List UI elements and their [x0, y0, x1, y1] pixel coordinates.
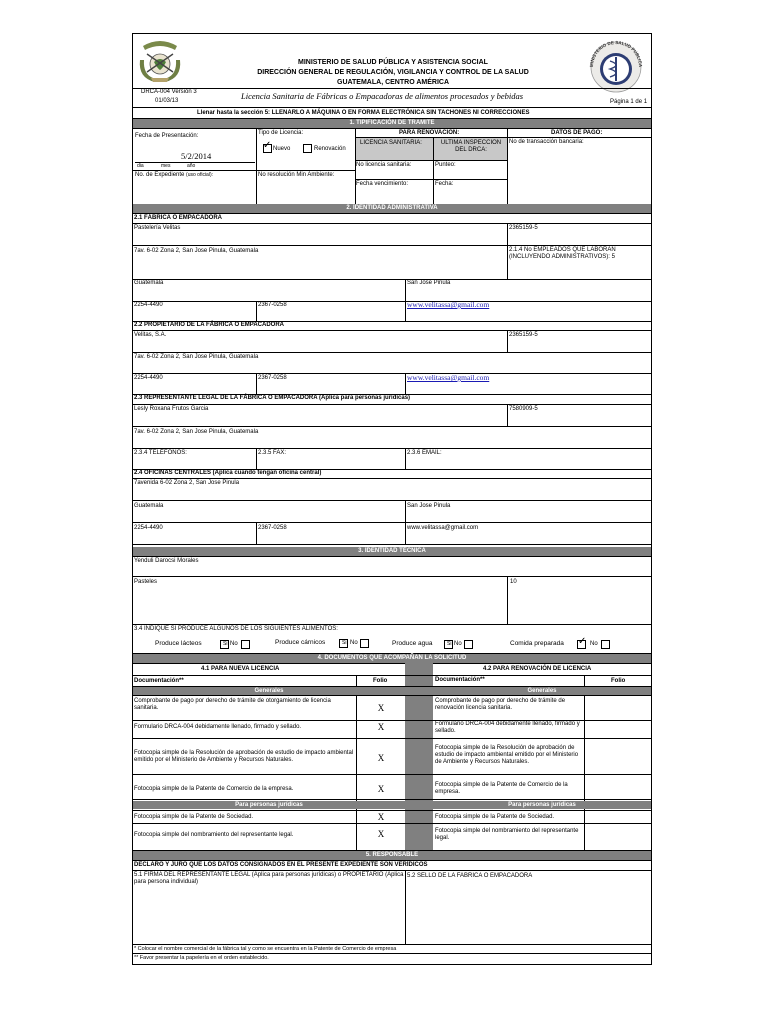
- sanitary-license-label: LICENCIA SANITARIA:: [360, 140, 422, 146]
- s22-fax[interactable]: 2367-0258: [258, 375, 287, 381]
- right-doc-row: Formulario DRCA-004 debidamente llenado, firmado y sellado.: [435, 721, 580, 735]
- s24-email[interactable]: www.velitassa@gmail.com: [407, 525, 479, 531]
- renovacion-checkbox[interactable]: [303, 144, 312, 153]
- signature-label: 5.1 FIRMA DEL REPRESENTANTE LEGAL (Aplica para personas jurídicas) o PROPIETARIO (Aplica para persona individual): [134, 872, 404, 886]
- renewal-license-title: 4.2 PARA RENOVACIÓN DE LICENCIA: [483, 666, 592, 672]
- expediente-label: [135, 172, 213, 179]
- s22-owner-name[interactable]: Velitas, S.A.: [134, 332, 167, 338]
- environment-resolution-label: No resolución Min Ambiente:: [258, 172, 335, 178]
- expiration-date-label: Fecha vencimiento:: [356, 181, 409, 187]
- meat-no-label: No: [350, 640, 358, 646]
- s23-title: 2.3 REPRESENTANTE LEGAL DE LA FÁBRICA O EMPACADORA (Aplica para personas jurídicas): [134, 395, 411, 401]
- s24-title: 2.4 OFICINAS CENTRALES (Aplica cuando tengan oficina central): [134, 470, 322, 476]
- section3-title: 3. IDENTIDAD TÉCNICA: [133, 547, 651, 556]
- footnote-1: * Colocar el nombre comercial de la fábrica tal y como se encuentra en la Patente de Comercio de empresa: [134, 946, 397, 952]
- expediente-label-text: No. de Expediente: [135, 172, 185, 178]
- presentation-date-value[interactable]: 5/2/2014: [181, 151, 212, 161]
- new-license-title: 4.1 PARA NUEVA LICENCIA: [201, 666, 280, 672]
- presentation-date-label: Fecha de Presentación:: [135, 133, 199, 139]
- s21-email-link[interactable]: www.velitassa@gmail.com: [407, 300, 490, 309]
- left-folio-mark: X: [377, 784, 385, 794]
- water-label: Produce agua: [392, 640, 433, 647]
- s23-address[interactable]: 7av. 6-02 Zona 2, San Jose Pinula, Guatemala: [134, 429, 259, 435]
- section2-title: 2. IDENTIDAD ADMINISTRATIVA: [133, 204, 651, 213]
- left-juridicas-header: Para personas jurídicas: [133, 801, 405, 809]
- direction-name: DIRECCIÓN GENERAL DE REGULACIÓN, VIGILANCIA Y CONTROL DE LA SALUD: [257, 69, 529, 76]
- right-folio-header: Folio: [611, 678, 626, 684]
- dairy-si-label: Si: [223, 641, 228, 647]
- right-generales-header: Generales: [433, 687, 651, 695]
- form-title: Licencia Sanitaria de Fábricas o Empacadoras de alimentos procesados y bebidas: [241, 91, 524, 101]
- technical-responsible[interactable]: Yenduli Darocsi Morales: [134, 558, 199, 564]
- last-inspection-label: ULTIMA INSPECCION DEL DRCA:: [440, 140, 502, 154]
- right-doc-row: Fotocopia simple de la Resolución de aprobación de estudio de impacto ambiental emitido por el Ministerio de Ambiente y Recursos Naturales.: [435, 745, 579, 766]
- nuevo-checkmark-icon: ✓: [263, 140, 272, 151]
- products-field[interactable]: Pasteles: [134, 579, 158, 585]
- renewal-header: PARA RENOVACIÓN:: [399, 130, 460, 136]
- section5-title: 5. RESPONSABLE: [133, 851, 651, 860]
- s21-title: 2.1 FÁBRICA O EMPACADORA: [134, 215, 223, 221]
- food-question-label: 3.4 INDIQUE SI PRODUCE ALGUNOS DE LOS SIGUIENTES ALIMENTOS:: [134, 626, 338, 632]
- left-doc-row: Fotocopia simple de la Patente de Comercio de la empresa.: [134, 786, 294, 792]
- declaration-text: DECLARO Y JURO QUE LOS DATOS CONSIGNADOS EN EL PRESENTE EXPEDIENTE SON VERÍDICOS: [134, 862, 428, 868]
- s22-email-link[interactable]: www.velitassa@gmail.com: [407, 373, 490, 382]
- payment-header: DATOS DE PAGO:: [551, 130, 603, 136]
- section1-title: 1. TIPIFICACIÓN DE TRAMITE: [133, 119, 651, 128]
- left-folio-mark: X: [377, 722, 385, 732]
- water-no-label: No: [454, 641, 462, 647]
- s23-nit[interactable]: 7580909-5: [509, 406, 538, 412]
- expediente-label-note: (uso oficial):: [186, 172, 213, 178]
- s21-address[interactable]: 7av. 6-02 Zona 2, San Jose Pinula, Guatemala: [134, 248, 259, 254]
- license-number-label: No licencia sanitaria:: [356, 162, 412, 168]
- s21-employees[interactable]: 2.1.4 No EMPLEADOS QUE LABORAN (INCLUYENDO ADMINISTRATIVOS): 5: [509, 247, 616, 261]
- inspection-date-label: Fecha:: [435, 181, 454, 187]
- s23-email-label: 2.3.6 EMAIL:: [407, 450, 442, 456]
- dairy-no-checkbox[interactable]: [241, 640, 250, 649]
- dairy-label: Produce lácteos: [155, 640, 202, 647]
- page-number: Página 1 de 1: [610, 99, 648, 105]
- left-doc-row: Fotocopia simple de la Patente de Sociedad.: [134, 814, 254, 820]
- s21-fax[interactable]: 2367-0258: [258, 302, 287, 308]
- prepared-food-label: Comida preparada: [510, 640, 564, 647]
- s24-municipality[interactable]: San Jose Pinula: [407, 503, 451, 509]
- products-quantity[interactable]: 10: [510, 579, 517, 585]
- instruction-text: Llenar hasta la sección 5: LLENARLO A MÁQUINA O EN FORMA ELECTRÓNICA SIN TACHONES NI CORRECCIONES: [197, 109, 530, 116]
- s22-address[interactable]: 7av. 6-02 Zona 2, San Jose Pinula, Guatemala: [134, 354, 259, 360]
- left-folio-mark: X: [377, 703, 385, 713]
- s22-title: 2.2 PROPIETARIO DE LA FÁBRICA O EMPACADORA: [134, 322, 285, 328]
- renovacion-label: Renovación: [314, 146, 346, 152]
- left-folio-mark: X: [377, 812, 385, 822]
- seal-lettering: MINISTERIO DE SALUD PUBLICA: [588, 39, 644, 68]
- left-generales-header: Generales: [133, 687, 405, 695]
- left-folio-mark: X: [377, 829, 385, 839]
- s21-phone[interactable]: 2254-4490: [134, 302, 163, 308]
- right-juridicas-header: Para personas jurídicas: [433, 801, 651, 809]
- left-doc-row: Fotocopia simple de la Resolución de aprobación de estudio de impacto ambiental emitido por el Ministerio de Ambiente y Recursos Naturales.: [134, 750, 354, 764]
- dairy-no-label: No: [230, 641, 238, 647]
- s23-fax-label: 2.3.5 FAX:: [258, 450, 287, 456]
- left-folio-header: Folio: [373, 678, 388, 684]
- water-no-checkbox[interactable]: [464, 640, 473, 649]
- s21-municipality[interactable]: San Jose Pinula: [407, 280, 451, 286]
- s21-nit[interactable]: 2365159-5: [509, 225, 538, 231]
- ministry-seal-icon: [585, 37, 647, 93]
- date-part-month: mes: [161, 163, 171, 169]
- right-doc-row: Fotocopia simple de la Patente de Comercio de la empresa.: [435, 782, 568, 796]
- footnote-2: ** Favor presentar la papelería en el orden establecido.: [134, 955, 269, 961]
- prepared-no-checkbox[interactable]: [601, 640, 610, 649]
- nuevo-label: Nuevo: [273, 146, 291, 152]
- s24-department[interactable]: Guatemala: [134, 503, 164, 509]
- right-doc-row: Fotocopia simple de la Patente de Sociedad.: [435, 814, 555, 820]
- right-doc-row: Comprobante de pago por derecho de trámite de renovación licencia sanitaria.: [435, 698, 566, 712]
- s21-factory-name[interactable]: Pastelería Velitas: [134, 225, 181, 231]
- right-doc-row: Fotocopia simple del nombramiento del representante legal.: [435, 828, 579, 842]
- left-folio-mark: X: [377, 753, 385, 763]
- section4-title: 4. DOCUMENTOS QUE ACOMPAÑAN LA SOLICITUD: [133, 654, 651, 663]
- date-part-year: año: [187, 163, 196, 169]
- form-code: DRCA-004 Versión 3: [141, 89, 197, 95]
- prepared-no-label: No: [590, 641, 598, 647]
- s22-nit[interactable]: 2365159-5: [509, 332, 538, 338]
- ministry-name: MINISTERIO DE SALUD PÚBLICA Y ASISTENCIA SOCIAL: [298, 59, 488, 66]
- left-doc-row: Comprobante de pago por derecho de trámite de otorgamiento de licencia sanitaria.: [134, 698, 331, 712]
- stamp-label: 5.2 SELLO DE LA FABRICA O EMPACADORA: [407, 873, 533, 879]
- left-doc-header: Documentación**: [134, 678, 184, 684]
- prepared-si-checkmark-icon: ✓: [578, 636, 587, 647]
- s22-phone[interactable]: 2254-4490: [134, 375, 163, 381]
- bank-transaction-label: No de transacción bancaria:: [509, 139, 584, 145]
- s21-department[interactable]: Guatemala: [134, 280, 164, 286]
- s24-address[interactable]: 7avenida 6-02 Zona 2, San Jose Pinula: [134, 480, 240, 486]
- meat-label: Produce cárnicos: [275, 639, 326, 646]
- section4-divider: [405, 663, 433, 850]
- meat-no-checkbox[interactable]: [360, 639, 369, 648]
- form-code-date: 01/03/13: [155, 98, 179, 104]
- s23-rep-name[interactable]: Lesly Roxana Frutos Garcia: [134, 406, 209, 412]
- water-si-label: Si: [447, 641, 452, 647]
- score-label: Punteo:: [435, 162, 456, 168]
- right-doc-header: Documentación**: [435, 677, 485, 683]
- location-name: GUATEMALA, CENTRO AMÉRICA: [337, 79, 449, 86]
- license-form: [132, 33, 652, 965]
- s23-phone-label: 2.3.4 TELÉFONOS:: [134, 450, 187, 456]
- meat-si-label: Si: [342, 640, 347, 646]
- s24-phone[interactable]: 2254-4490: [134, 525, 163, 531]
- left-doc-row: Formulario DRCA-004 debidamente llenado, firmado y sellado.: [134, 724, 302, 730]
- date-part-day: dia: [137, 163, 144, 169]
- license-type-label: Tipo de Licencia:: [258, 130, 304, 136]
- left-doc-row: Fotocopia simple del nombramiento del representante legal.: [134, 832, 294, 838]
- s24-fax[interactable]: 2367-0258: [258, 525, 287, 531]
